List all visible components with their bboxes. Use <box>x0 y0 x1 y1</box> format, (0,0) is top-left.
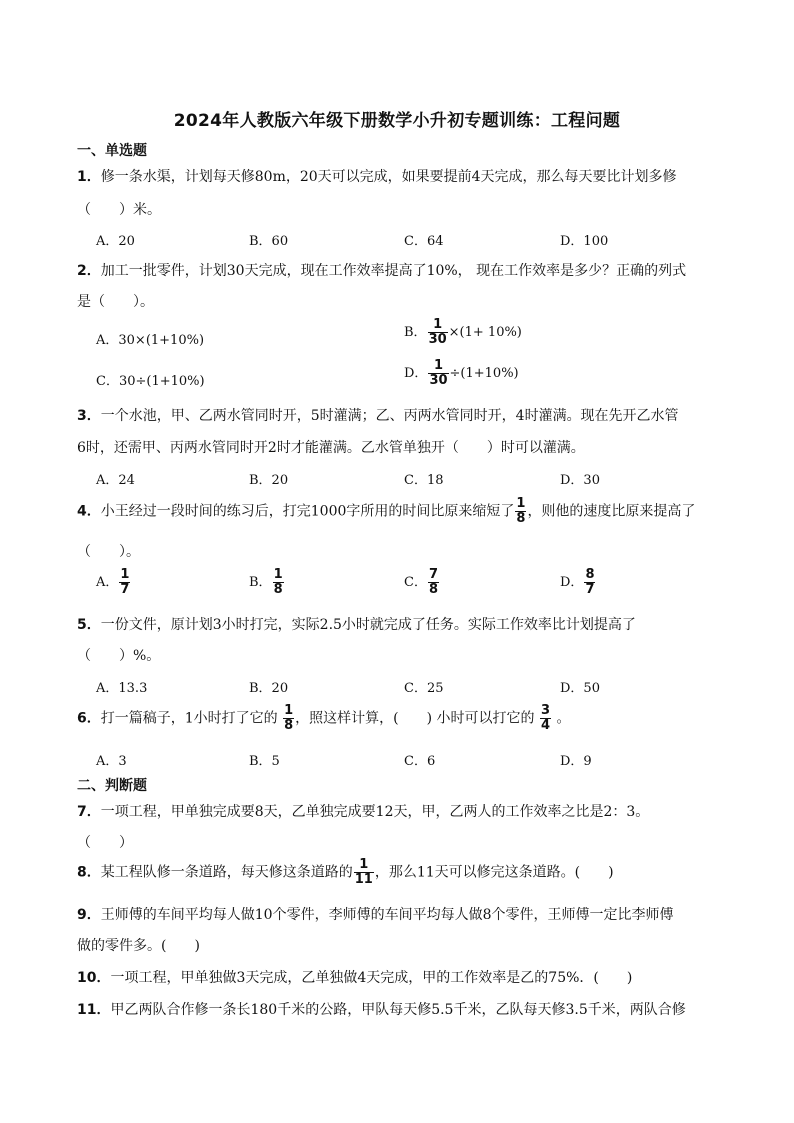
q1-option-c: C．64 <box>404 234 444 249</box>
q3-option-d: D．30 <box>560 473 600 488</box>
fraction: $\frac{1}{8}$ <box>284 703 294 733</box>
question-5-line-2: （ ）%。 <box>77 648 161 664</box>
fraction: $\frac{1}{8}$ <box>516 496 526 526</box>
question-number: 2． <box>77 263 101 279</box>
q1-option-b: B．60 <box>249 234 289 249</box>
q6-option-d: D．9 <box>560 754 592 769</box>
fraction: $\frac{1}{7}$ <box>120 567 130 597</box>
q1-option-d: D．100 <box>560 234 609 249</box>
question-6: 6．打一篇稿子，1小时打了它的 $\frac{1}{8}$ ，照这样计算，( ) 小时可以打它的 $\frac{3}{4}$ 。 <box>77 703 571 733</box>
question-text: 一份文件，原计划3小时打完，实际2.5小时就完成了任务。实际工作效率比计划提高了 <box>100 617 636 633</box>
q3-option-a: A．24 <box>96 473 135 488</box>
q6-option-a: A．3 <box>96 754 127 769</box>
question-text: 一项工程，甲单独做3天完成，乙单独做4天完成，甲的工作效率是乙的75%．( ) <box>110 970 633 986</box>
question-1-line-2: （ ）米。 <box>77 202 161 218</box>
q2-option-c: C．30÷(1+10%) <box>96 374 205 389</box>
fraction: $\frac{1}{11}$ <box>354 857 373 887</box>
q2-option-b: B． $\frac{1}{30}$ ×(1+ 10%) <box>404 317 522 347</box>
question-3-line-2: 6时，还需甲、丙两水管同时开2时才能灌满。乙水管单独开（ ）时可以灌满。 <box>77 440 585 456</box>
question-4: 4．小王经过一段时间的练习后，打完1000字所用的时间比原来缩短了 $\frac{1}{8}$ ，则他的速度比原来提高了 <box>77 496 696 526</box>
question-4-line-2: （ ）。 <box>77 544 140 560</box>
question-text: 甲乙两队合作修一条长180千米的公路，甲队每天修5.5千米，乙队每天修3.5千米，两队合修 <box>110 1002 686 1018</box>
question-text: 一个水池，甲、乙两水管同时开，5时灌满；乙、丙两水管同时开，4时灌满。现在先开乙水管 <box>100 408 679 424</box>
question-text: 一项工程，甲单独完成要8天，乙单独完成要12天，甲，乙两人的工作效率之比是2：3。 <box>100 804 650 820</box>
question-11 <box>77 999 686 1019</box>
question-number: 8． <box>77 864 101 881</box>
question-2-line-2: 是（ ）。 <box>77 294 154 310</box>
q5-option-b: B．20 <box>249 681 289 696</box>
fraction: $\frac{1}{30}$ <box>429 358 448 388</box>
fraction: $\frac{8}{7}$ <box>585 567 595 597</box>
question-10 <box>77 967 632 987</box>
q4-option-d: D． $\frac{8}{7}$ <box>560 567 595 597</box>
fraction: $\frac{1}{8}$ <box>273 567 283 597</box>
question-9 <box>77 904 673 924</box>
q2-option-d: D． $\frac{1}{30}$ ÷(1+10%) <box>404 358 519 388</box>
q5-option-c: C．25 <box>404 681 444 696</box>
question-text: 修一条水渠，计划每天修80m，20天可以完成，如果要提前4天完成，那么每天要比计划多修 <box>100 169 677 185</box>
question-5 <box>77 614 636 634</box>
question-1 <box>77 166 677 186</box>
q5-option-a: A．13.3 <box>96 681 148 696</box>
question-number: 4． <box>77 503 101 520</box>
q3-option-b: B．20 <box>249 473 289 488</box>
q3-option-c: C．18 <box>404 473 444 488</box>
q4-option-a: A． $\frac{1}{7}$ <box>96 567 130 597</box>
question-number: 9． <box>77 907 101 923</box>
q6-option-c: C．6 <box>404 754 436 769</box>
q5-option-d: D．50 <box>560 681 600 696</box>
question-number: 7． <box>77 804 101 820</box>
question-number: 10． <box>77 970 111 986</box>
question-7 <box>77 801 649 821</box>
section-heading-single-choice: 一、单选题 <box>77 143 147 159</box>
question-number: 3． <box>77 408 101 424</box>
question-7-line-2: （ ） <box>77 835 133 851</box>
question-text: 王师傅的车间平均每人做10个零件，李师傅的车间平均每人做8个零件，王师傅一定比李师傅 <box>100 907 674 923</box>
question-number: 11． <box>77 1002 111 1018</box>
question-2 <box>77 260 686 280</box>
fraction: $\frac{7}{8}$ <box>428 567 438 597</box>
question-number: 5． <box>77 617 101 633</box>
q2-option-a: A．30×(1+10%) <box>96 333 205 348</box>
fraction: $\frac{1}{30}$ <box>428 317 447 347</box>
question-number: 1． <box>77 169 101 185</box>
q6-option-b: B．5 <box>249 754 280 769</box>
q1-option-a: A．20 <box>96 234 135 249</box>
q4-option-b: B． $\frac{1}{8}$ <box>249 567 283 597</box>
question-3 <box>77 405 679 425</box>
section-heading-true-false: 二、判断题 <box>77 778 147 794</box>
question-text: 加工一批零件，计划30天完成，现在工作效率提高了10%， 现在工作效率是多少？正确的列式 <box>100 263 687 279</box>
question-number: 6． <box>77 710 101 727</box>
question-9-line-2: 做的零件多。( ) <box>77 938 200 954</box>
question-8: 8．某工程队修一条道路，每天修这条道路的 $\frac{1}{11}$ ，那么11天可以修完这条道路。( ) <box>77 857 614 887</box>
page-title: 2024年人教版六年级下册数学小升初专题训练：工程问题 <box>173 111 621 131</box>
q4-option-c: C． $\frac{7}{8}$ <box>404 567 438 597</box>
fraction: $\frac{3}{4}$ <box>541 703 551 733</box>
